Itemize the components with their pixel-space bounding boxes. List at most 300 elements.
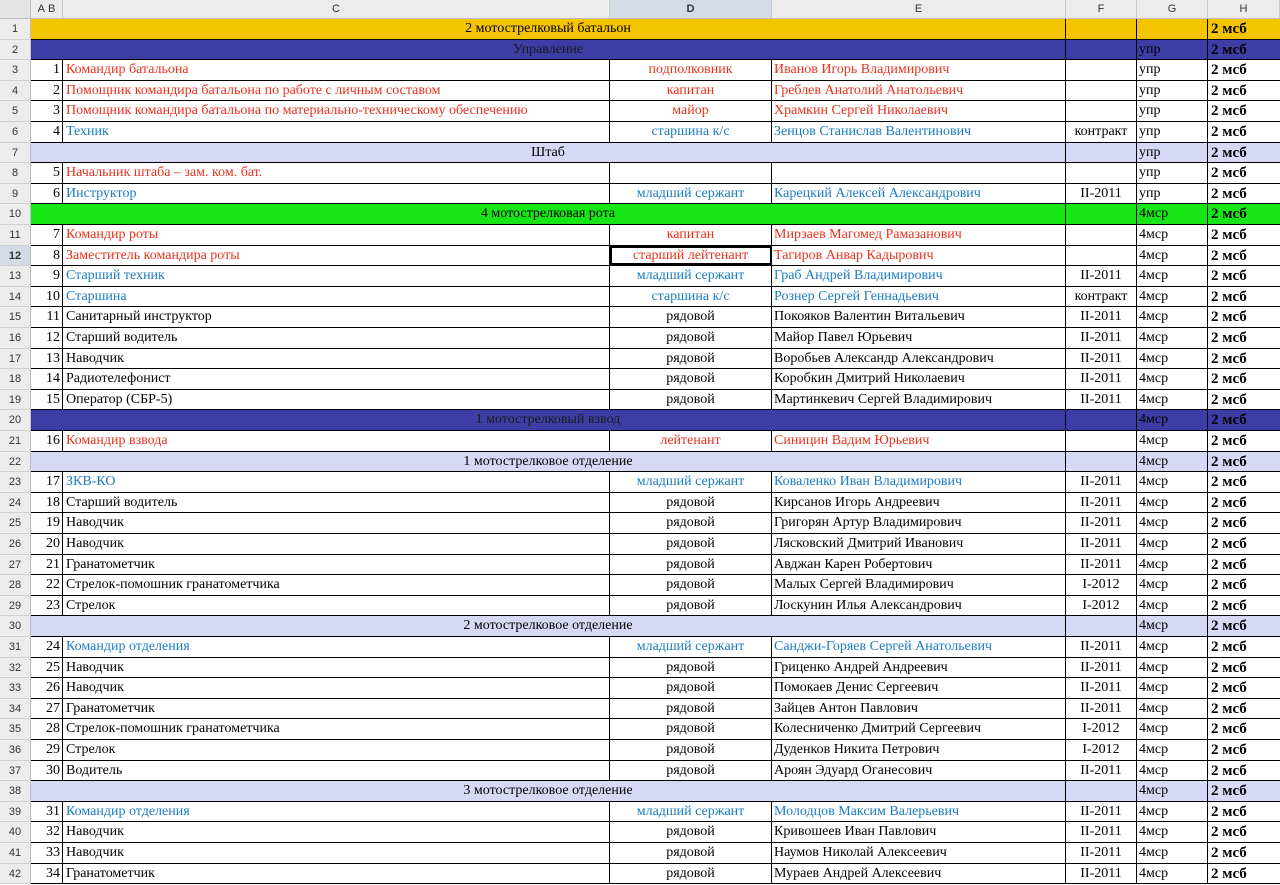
column-header-d[interactable]: D bbox=[610, 0, 772, 18]
row-header[interactable]: 19 bbox=[0, 390, 31, 411]
service-period-cell[interactable] bbox=[1066, 101, 1137, 121]
row-header[interactable]: 18 bbox=[0, 369, 31, 390]
row-number-cell[interactable]: 7 bbox=[31, 225, 63, 245]
row-number-cell[interactable]: 34 bbox=[31, 864, 63, 884]
position-cell[interactable]: Старшина bbox=[63, 287, 610, 307]
battalion-cell[interactable]: 2 мсб bbox=[1211, 845, 1247, 861]
service-period-cell[interactable]: I-2012 bbox=[1066, 575, 1137, 595]
row-number-cell[interactable]: 19 bbox=[31, 513, 63, 533]
name-cell[interactable]: Майор Павел Юрьевич bbox=[772, 328, 1066, 348]
name-cell[interactable]: Греблев Анатолий Анатольевич bbox=[772, 81, 1066, 101]
unit-code-cell[interactable]: 4мср bbox=[1137, 678, 1208, 698]
row-header[interactable]: 24 bbox=[0, 493, 31, 514]
battalion-cell[interactable]: 2 мсб bbox=[1211, 803, 1247, 820]
rank-cell[interactable]: младший сержант bbox=[610, 472, 772, 492]
service-period-cell[interactable] bbox=[1066, 81, 1137, 101]
position-cell[interactable]: Гранатометчик bbox=[63, 699, 610, 719]
name-cell[interactable]: Зайцев Антон Павлович bbox=[772, 699, 1066, 719]
position-cell[interactable]: Наводчик bbox=[63, 349, 610, 369]
battalion-cell[interactable]: 2 мсб bbox=[1211, 330, 1247, 346]
unit-code-cell[interactable]: 4мср bbox=[1137, 843, 1208, 863]
position-cell[interactable]: Гранатометчик bbox=[63, 555, 610, 575]
selected-rank-cell[interactable]: старший лейтенант bbox=[610, 246, 772, 266]
rank-cell[interactable]: лейтенант bbox=[610, 431, 772, 451]
name-cell[interactable]: Карецкий Алексей Александрович bbox=[772, 184, 1066, 204]
section-title-cell[interactable]: 1 мотострелковый взвод bbox=[31, 410, 1066, 430]
unit-code-cell[interactable]: 4мср bbox=[1137, 555, 1208, 575]
row-header[interactable]: 7 bbox=[0, 143, 31, 164]
position-cell[interactable]: Инструктор bbox=[63, 184, 610, 204]
name-cell[interactable]: Гриценко Андрей Андреевич bbox=[772, 658, 1066, 678]
name-cell[interactable]: Коробкин Дмитрий Николаевич bbox=[772, 369, 1066, 389]
battalion-cell[interactable]: 2 мсб bbox=[1211, 515, 1247, 532]
cell-f[interactable] bbox=[1066, 19, 1137, 39]
position-cell[interactable]: Командир батальона bbox=[63, 60, 610, 80]
row-header[interactable]: 13 bbox=[0, 266, 31, 287]
row-number-cell[interactable]: 12 bbox=[31, 328, 63, 348]
section-title-cell[interactable]: 3 мотострелковое отделение bbox=[31, 781, 1066, 801]
unit-code-cell[interactable]: упр bbox=[1137, 101, 1208, 121]
position-cell[interactable]: Санитарный инструктор bbox=[63, 307, 610, 327]
battalion-cell[interactable]: 2 мсб bbox=[1211, 474, 1247, 491]
name-cell[interactable]: Мураев Андрей Алексеевич bbox=[772, 864, 1066, 884]
row-header[interactable]: 1 bbox=[0, 19, 31, 40]
unit-code-cell[interactable]: 4мср bbox=[1137, 410, 1208, 430]
name-cell[interactable]: Санджи-Горяев Сергей Анатольевич bbox=[772, 637, 1066, 657]
row-number-cell[interactable]: 14 bbox=[31, 369, 63, 389]
unit-code-cell[interactable]: 4мср bbox=[1137, 349, 1208, 369]
position-cell[interactable]: Оператор (СБР-5) bbox=[63, 390, 610, 410]
position-cell[interactable]: Заместитель командира роты bbox=[63, 246, 610, 266]
row-number-cell[interactable]: 20 bbox=[31, 534, 63, 554]
rank-cell[interactable]: рядовой bbox=[610, 349, 772, 369]
section-title-cell[interactable]: 2 мотострелковое отделение bbox=[31, 616, 1066, 636]
row-header[interactable]: 16 bbox=[0, 328, 31, 349]
service-period-cell[interactable]: II-2011 bbox=[1066, 266, 1137, 286]
section-title-cell[interactable]: Управление bbox=[31, 40, 1066, 60]
name-cell[interactable]: Лясковский Дмитрий Иванович bbox=[772, 534, 1066, 554]
cell-f[interactable] bbox=[1066, 143, 1137, 163]
rank-cell[interactable]: рядовой bbox=[610, 555, 772, 575]
position-cell[interactable]: Радиотелефонист bbox=[63, 369, 610, 389]
service-period-cell[interactable] bbox=[1066, 225, 1137, 245]
row-header[interactable]: 36 bbox=[0, 740, 31, 761]
battalion-cell[interactable]: 2 мсб bbox=[1211, 288, 1247, 305]
row-header[interactable]: 15 bbox=[0, 307, 31, 328]
service-period-cell[interactable]: II-2011 bbox=[1066, 184, 1137, 204]
name-cell[interactable]: Тагиров Анвар Кадырович bbox=[772, 246, 1066, 266]
rank-cell[interactable]: рядовой bbox=[610, 719, 772, 739]
name-cell[interactable]: Храмкин Сергей Николаевич bbox=[772, 101, 1066, 121]
name-cell[interactable] bbox=[772, 163, 1066, 183]
name-cell[interactable]: Коваленко Иван Владимирович bbox=[772, 472, 1066, 492]
unit-code-cell[interactable] bbox=[1137, 19, 1208, 39]
rank-cell[interactable]: рядовой bbox=[610, 534, 772, 554]
name-cell[interactable]: Мирзаев Магомед Рамазанович bbox=[772, 225, 1066, 245]
unit-code-cell[interactable]: упр bbox=[1137, 184, 1208, 204]
service-period-cell[interactable]: II-2011 bbox=[1066, 328, 1137, 348]
row-number-cell[interactable]: 2 bbox=[31, 81, 63, 101]
row-number-cell[interactable]: 31 bbox=[31, 802, 63, 822]
name-cell[interactable]: Рознер Сергей Геннадьевич bbox=[772, 287, 1066, 307]
unit-code-cell[interactable]: 4мср bbox=[1137, 658, 1208, 678]
section-title-cell[interactable]: Штаб bbox=[31, 143, 1066, 163]
row-header[interactable]: 39 bbox=[0, 802, 31, 823]
rank-cell[interactable]: младший сержант bbox=[610, 266, 772, 286]
unit-code-cell[interactable]: 4мср bbox=[1137, 328, 1208, 348]
position-cell[interactable]: Наводчик bbox=[63, 843, 610, 863]
row-header[interactable]: 25 bbox=[0, 513, 31, 534]
rank-cell[interactable]: рядовой bbox=[610, 740, 772, 760]
row-header[interactable]: 4 bbox=[0, 81, 31, 102]
rank-cell[interactable]: подполковник bbox=[610, 60, 772, 80]
battalion-cell[interactable]: 2 мсб bbox=[1211, 597, 1247, 614]
battalion-cell[interactable]: 2 мсб bbox=[1211, 103, 1247, 120]
row-header[interactable]: 2 bbox=[0, 40, 31, 61]
rank-cell[interactable]: рядовой bbox=[610, 493, 772, 513]
unit-code-cell[interactable]: 4мср bbox=[1137, 204, 1208, 224]
row-number-cell[interactable]: 5 bbox=[31, 163, 63, 183]
unit-code-cell[interactable]: 4мср bbox=[1137, 864, 1208, 884]
name-cell[interactable]: Кривошеев Иван Павлович bbox=[772, 822, 1066, 842]
battalion-cell[interactable]: 2 мсб bbox=[1211, 124, 1247, 140]
unit-code-cell[interactable]: 4мср bbox=[1137, 699, 1208, 719]
service-period-cell[interactable]: II-2011 bbox=[1066, 493, 1137, 513]
row-number-cell[interactable]: 21 bbox=[31, 555, 63, 575]
position-cell[interactable]: Наводчик bbox=[63, 658, 610, 678]
position-cell[interactable]: Стрелок-помошник гранатометчика bbox=[63, 575, 610, 595]
section-title-cell[interactable]: 2 мотострелковый батальон bbox=[31, 19, 1066, 39]
battalion-cell[interactable]: 2 мсб bbox=[1208, 452, 1280, 472]
battalion-cell[interactable]: 2 мсб bbox=[1211, 227, 1247, 243]
column-header-f[interactable]: F bbox=[1066, 0, 1137, 18]
battalion-cell[interactable]: 2 мсб bbox=[1211, 82, 1247, 99]
unit-code-cell[interactable]: 4мср bbox=[1137, 719, 1208, 739]
unit-code-cell[interactable]: 4мср bbox=[1137, 534, 1208, 554]
battalion-cell[interactable]: 2 мсб bbox=[1211, 433, 1247, 449]
row-header[interactable]: 32 bbox=[0, 658, 31, 679]
row-header[interactable]: 3 bbox=[0, 60, 31, 81]
battalion-cell[interactable]: 2 мсб bbox=[1211, 700, 1247, 717]
service-period-cell[interactable]: контракт bbox=[1066, 287, 1137, 307]
unit-code-cell[interactable]: 4мср bbox=[1137, 472, 1208, 492]
rank-cell[interactable]: младший сержант bbox=[610, 802, 772, 822]
battalion-cell[interactable]: 2 мсб bbox=[1211, 865, 1247, 882]
service-period-cell[interactable]: II-2011 bbox=[1066, 843, 1137, 863]
position-cell[interactable]: Помощник командира батальона по материально-техническому обеспечению bbox=[63, 101, 610, 121]
battalion-cell[interactable]: 2 мсб bbox=[1211, 536, 1247, 552]
name-cell[interactable]: Иванов Игорь Владимирович bbox=[772, 60, 1066, 80]
cell-f[interactable] bbox=[1066, 616, 1137, 636]
service-period-cell[interactable]: II-2011 bbox=[1066, 802, 1137, 822]
row-header[interactable]: 22 bbox=[0, 452, 31, 473]
service-period-cell[interactable]: I-2012 bbox=[1066, 596, 1137, 616]
service-period-cell[interactable]: I-2012 bbox=[1066, 719, 1137, 739]
service-period-cell[interactable]: II-2011 bbox=[1066, 699, 1137, 719]
row-header[interactable]: 14 bbox=[0, 287, 31, 308]
cell-f[interactable] bbox=[1066, 781, 1137, 801]
section-title-cell[interactable]: 4 мотострелковая рота bbox=[31, 204, 1066, 224]
unit-code-cell[interactable]: 4мср bbox=[1137, 616, 1208, 636]
column-header-a[interactable]: A B bbox=[31, 0, 63, 18]
row-header[interactable]: 9 bbox=[0, 184, 31, 205]
unit-code-cell[interactable]: 4мср bbox=[1137, 452, 1208, 472]
service-period-cell[interactable]: II-2011 bbox=[1066, 513, 1137, 533]
unit-code-cell[interactable]: упр bbox=[1137, 122, 1208, 142]
name-cell[interactable]: Мартинкевич Сергей Владимирович bbox=[772, 390, 1066, 410]
rank-cell[interactable]: старшина к/с bbox=[610, 122, 772, 142]
position-cell[interactable]: Наводчик bbox=[63, 678, 610, 698]
position-cell[interactable]: Командир отделения bbox=[63, 637, 610, 657]
row-header[interactable]: 6 bbox=[0, 122, 31, 143]
row-header[interactable]: 20 bbox=[0, 410, 31, 431]
row-number-cell[interactable]: 3 bbox=[31, 101, 63, 121]
position-cell[interactable]: Командир роты bbox=[63, 225, 610, 245]
column-header-g[interactable]: G bbox=[1137, 0, 1208, 18]
row-header[interactable]: 28 bbox=[0, 575, 31, 596]
service-period-cell[interactable]: II-2011 bbox=[1066, 678, 1137, 698]
row-number-cell[interactable]: 23 bbox=[31, 596, 63, 616]
rank-cell[interactable]: рядовой bbox=[610, 761, 772, 781]
row-header[interactable]: 34 bbox=[0, 699, 31, 720]
row-number-cell[interactable]: 22 bbox=[31, 575, 63, 595]
row-number-cell[interactable]: 18 bbox=[31, 493, 63, 513]
battalion-cell[interactable]: 2 мсб bbox=[1208, 616, 1280, 636]
battalion-cell[interactable]: 2 мсб bbox=[1211, 762, 1247, 779]
row-header[interactable]: 31 bbox=[0, 637, 31, 658]
row-number-cell[interactable]: 30 bbox=[31, 761, 63, 781]
unit-code-cell[interactable]: 4мср bbox=[1137, 307, 1208, 327]
position-cell[interactable]: Стрелок bbox=[63, 596, 610, 616]
rank-cell[interactable]: рядовой bbox=[610, 369, 772, 389]
unit-code-cell[interactable]: 4мср bbox=[1137, 596, 1208, 616]
row-header[interactable]: 21 bbox=[0, 431, 31, 452]
unit-code-cell[interactable]: 4мср bbox=[1137, 822, 1208, 842]
name-cell[interactable]: Молодцов Максим Валерьевич bbox=[772, 802, 1066, 822]
battalion-cell[interactable]: 2 мсб bbox=[1211, 268, 1247, 285]
battalion-cell[interactable]: 2 мсб bbox=[1208, 204, 1280, 224]
battalion-cell[interactable]: 2 мсб bbox=[1211, 824, 1247, 841]
rank-cell[interactable]: старшина к/с bbox=[610, 287, 772, 307]
row-header[interactable]: 29 bbox=[0, 596, 31, 617]
rank-cell[interactable]: рядовой bbox=[610, 822, 772, 842]
row-header[interactable]: 11 bbox=[0, 225, 31, 246]
position-cell[interactable]: Гранатометчик bbox=[63, 864, 610, 884]
service-period-cell[interactable] bbox=[1066, 60, 1137, 80]
row-header[interactable]: 41 bbox=[0, 843, 31, 864]
battalion-cell[interactable]: 2 мсб bbox=[1211, 371, 1247, 388]
rank-cell[interactable]: майор bbox=[610, 101, 772, 121]
row-number-cell[interactable]: 9 bbox=[31, 266, 63, 286]
row-number-cell[interactable]: 15 bbox=[31, 390, 63, 410]
battalion-cell[interactable]: 2 мсб bbox=[1211, 659, 1247, 676]
select-all-corner[interactable] bbox=[0, 0, 31, 18]
row-header[interactable]: 26 bbox=[0, 534, 31, 555]
row-header[interactable]: 40 bbox=[0, 822, 31, 843]
row-header[interactable]: 10 bbox=[0, 204, 31, 225]
row-header[interactable]: 8 bbox=[0, 163, 31, 184]
column-header-e[interactable]: E bbox=[772, 0, 1066, 18]
name-cell[interactable]: Григорян Артур Владимирович bbox=[772, 513, 1066, 533]
position-cell[interactable]: Старший техник bbox=[63, 266, 610, 286]
position-cell[interactable]: Техник bbox=[63, 122, 610, 142]
row-number-cell[interactable]: 33 bbox=[31, 843, 63, 863]
cell-f[interactable] bbox=[1066, 40, 1137, 60]
service-period-cell[interactable]: контракт bbox=[1066, 122, 1137, 142]
battalion-cell[interactable]: 2 мсб bbox=[1211, 247, 1247, 264]
service-period-cell[interactable]: II-2011 bbox=[1066, 369, 1137, 389]
battalion-cell[interactable]: 2 мсб bbox=[1211, 62, 1247, 79]
unit-code-cell[interactable]: 4мср bbox=[1137, 369, 1208, 389]
unit-code-cell[interactable]: упр bbox=[1137, 40, 1208, 60]
row-number-cell[interactable]: 10 bbox=[31, 287, 63, 307]
service-period-cell[interactable] bbox=[1066, 246, 1137, 266]
row-number-cell[interactable]: 24 bbox=[31, 637, 63, 657]
section-title-cell[interactable]: 1 мотострелковое отделение bbox=[31, 452, 1066, 472]
position-cell[interactable]: Старший водитель bbox=[63, 328, 610, 348]
name-cell[interactable]: Помокаев Денис Сергеевич bbox=[772, 678, 1066, 698]
row-header[interactable]: 5 bbox=[0, 101, 31, 122]
unit-code-cell[interactable]: 4мср bbox=[1137, 390, 1208, 410]
row-header[interactable]: 37 bbox=[0, 761, 31, 782]
row-number-cell[interactable]: 29 bbox=[31, 740, 63, 760]
cell-f[interactable] bbox=[1066, 452, 1137, 472]
unit-code-cell[interactable]: 4мср bbox=[1137, 802, 1208, 822]
position-cell[interactable]: Наводчик bbox=[63, 534, 610, 554]
rank-cell[interactable]: младший сержант bbox=[610, 184, 772, 204]
position-cell[interactable]: Стрелок-помошник гранатометчика bbox=[63, 719, 610, 739]
unit-code-cell[interactable]: упр bbox=[1137, 163, 1208, 183]
cell-f[interactable] bbox=[1066, 204, 1137, 224]
service-period-cell[interactable]: I-2012 bbox=[1066, 740, 1137, 760]
unit-code-cell[interactable]: 4мср bbox=[1137, 781, 1208, 801]
column-header-h[interactable]: H bbox=[1208, 0, 1280, 18]
name-cell[interactable]: Авджан Карен Робертович bbox=[772, 555, 1066, 575]
service-period-cell[interactable] bbox=[1066, 163, 1137, 183]
row-header[interactable]: 42 bbox=[0, 864, 31, 885]
position-cell[interactable]: Помощник командира батальона по работе с личным составом bbox=[63, 81, 610, 101]
rank-cell[interactable]: рядовой bbox=[610, 513, 772, 533]
cell-f[interactable] bbox=[1066, 410, 1137, 430]
unit-code-cell[interactable]: 4мср bbox=[1137, 637, 1208, 657]
column-header-c[interactable]: C bbox=[63, 0, 610, 18]
row-number-cell[interactable]: 28 bbox=[31, 719, 63, 739]
row-number-cell[interactable]: 16 bbox=[31, 431, 63, 451]
unit-code-cell[interactable]: упр bbox=[1137, 60, 1208, 80]
unit-code-cell[interactable]: упр bbox=[1137, 81, 1208, 101]
row-header[interactable]: 35 bbox=[0, 719, 31, 740]
battalion-cell[interactable]: 2 мсб bbox=[1211, 165, 1247, 182]
unit-code-cell[interactable]: 4мср bbox=[1137, 266, 1208, 286]
rank-cell[interactable]: рядовой bbox=[610, 864, 772, 884]
name-cell[interactable]: Покояков Валентин Витальевич bbox=[772, 307, 1066, 327]
service-period-cell[interactable]: II-2011 bbox=[1066, 555, 1137, 575]
service-period-cell[interactable]: II-2011 bbox=[1066, 534, 1137, 554]
row-header[interactable]: 12 bbox=[0, 246, 31, 267]
battalion-cell[interactable]: 2 мсб bbox=[1211, 185, 1247, 202]
battalion-cell[interactable]: 2 мсб bbox=[1211, 350, 1247, 367]
row-header[interactable]: 23 bbox=[0, 472, 31, 493]
name-cell[interactable]: Воробьев Александр Александрович bbox=[772, 349, 1066, 369]
unit-code-cell[interactable]: 4мср bbox=[1137, 761, 1208, 781]
rank-cell[interactable] bbox=[610, 163, 772, 183]
unit-code-cell[interactable]: 4мср bbox=[1137, 493, 1208, 513]
battalion-cell[interactable]: 2 мсб bbox=[1211, 577, 1247, 594]
row-header[interactable]: 17 bbox=[0, 349, 31, 370]
battalion-cell[interactable]: 2 мсб bbox=[1208, 410, 1280, 430]
row-number-cell[interactable]: 17 bbox=[31, 472, 63, 492]
battalion-cell[interactable]: 2 мсб bbox=[1211, 721, 1247, 738]
row-number-cell[interactable]: 1 bbox=[31, 60, 63, 80]
name-cell[interactable]: Дуденков Никита Петрович bbox=[772, 740, 1066, 760]
service-period-cell[interactable]: II-2011 bbox=[1066, 761, 1137, 781]
name-cell[interactable]: Малых Сергей Владимирович bbox=[772, 575, 1066, 595]
row-number-cell[interactable]: 32 bbox=[31, 822, 63, 842]
service-period-cell[interactable]: II-2011 bbox=[1066, 472, 1137, 492]
rank-cell[interactable]: рядовой bbox=[610, 678, 772, 698]
unit-code-cell[interactable]: 4мср bbox=[1137, 431, 1208, 451]
row-number-cell[interactable]: 13 bbox=[31, 349, 63, 369]
name-cell[interactable]: Граб Андрей Владимирович bbox=[772, 266, 1066, 286]
service-period-cell[interactable] bbox=[1066, 431, 1137, 451]
position-cell[interactable]: Наводчик bbox=[63, 822, 610, 842]
service-period-cell[interactable]: II-2011 bbox=[1066, 658, 1137, 678]
service-period-cell[interactable]: II-2011 bbox=[1066, 864, 1137, 884]
row-header[interactable]: 30 bbox=[0, 616, 31, 637]
battalion-cell[interactable]: 2 мсб bbox=[1211, 494, 1247, 511]
unit-code-cell[interactable]: 4мср bbox=[1137, 246, 1208, 266]
battalion-cell[interactable]: 2 мсб bbox=[1208, 19, 1280, 39]
row-number-cell[interactable]: 11 bbox=[31, 307, 63, 327]
row-number-cell[interactable]: 4 bbox=[31, 122, 63, 142]
rank-cell[interactable]: рядовой bbox=[610, 390, 772, 410]
battalion-cell[interactable]: 2 мсб bbox=[1211, 742, 1247, 758]
service-period-cell[interactable]: II-2011 bbox=[1066, 637, 1137, 657]
row-number-cell[interactable]: 6 bbox=[31, 184, 63, 204]
rank-cell[interactable]: рядовой bbox=[610, 699, 772, 719]
name-cell[interactable]: Синицин Вадим Юрьевич bbox=[772, 431, 1066, 451]
position-cell[interactable]: Командир отделения bbox=[63, 802, 610, 822]
position-cell[interactable]: Водитель bbox=[63, 761, 610, 781]
row-header[interactable]: 38 bbox=[0, 781, 31, 802]
rank-cell[interactable]: капитан bbox=[610, 225, 772, 245]
row-number-cell[interactable]: 25 bbox=[31, 658, 63, 678]
battalion-cell[interactable]: 2 мсб bbox=[1208, 40, 1280, 60]
battalion-cell[interactable]: 2 мсб bbox=[1208, 781, 1280, 801]
battalion-cell[interactable]: 2 мсб bbox=[1211, 639, 1247, 655]
name-cell[interactable]: Наумов Николай Алексеевич bbox=[772, 843, 1066, 863]
battalion-cell[interactable]: 2 мсб bbox=[1211, 309, 1247, 326]
name-cell[interactable]: Кирсанов Игорь Андреевич bbox=[772, 493, 1066, 513]
row-header[interactable]: 27 bbox=[0, 555, 31, 576]
service-period-cell[interactable]: II-2011 bbox=[1066, 822, 1137, 842]
unit-code-cell[interactable]: 4мср bbox=[1137, 287, 1208, 307]
position-cell[interactable]: Командир взвода bbox=[63, 431, 610, 451]
service-period-cell[interactable]: II-2011 bbox=[1066, 390, 1137, 410]
position-cell[interactable]: Наводчик bbox=[63, 513, 610, 533]
battalion-cell[interactable]: 2 мсб bbox=[1211, 680, 1247, 697]
name-cell[interactable]: Лоскунин Илья Александрович bbox=[772, 596, 1066, 616]
rank-cell[interactable]: рядовой bbox=[610, 658, 772, 678]
name-cell[interactable]: Колесниченко Дмитрий Сергеевич bbox=[772, 719, 1066, 739]
rank-cell[interactable]: рядовой bbox=[610, 596, 772, 616]
rank-cell[interactable]: рядовой bbox=[610, 307, 772, 327]
battalion-cell[interactable]: 2 мсб bbox=[1208, 143, 1280, 163]
position-cell[interactable]: Старший водитель bbox=[63, 493, 610, 513]
name-cell[interactable]: Ароян Эдуард Оганесович bbox=[772, 761, 1066, 781]
row-header[interactable]: 33 bbox=[0, 678, 31, 699]
unit-code-cell[interactable]: упр bbox=[1137, 143, 1208, 163]
